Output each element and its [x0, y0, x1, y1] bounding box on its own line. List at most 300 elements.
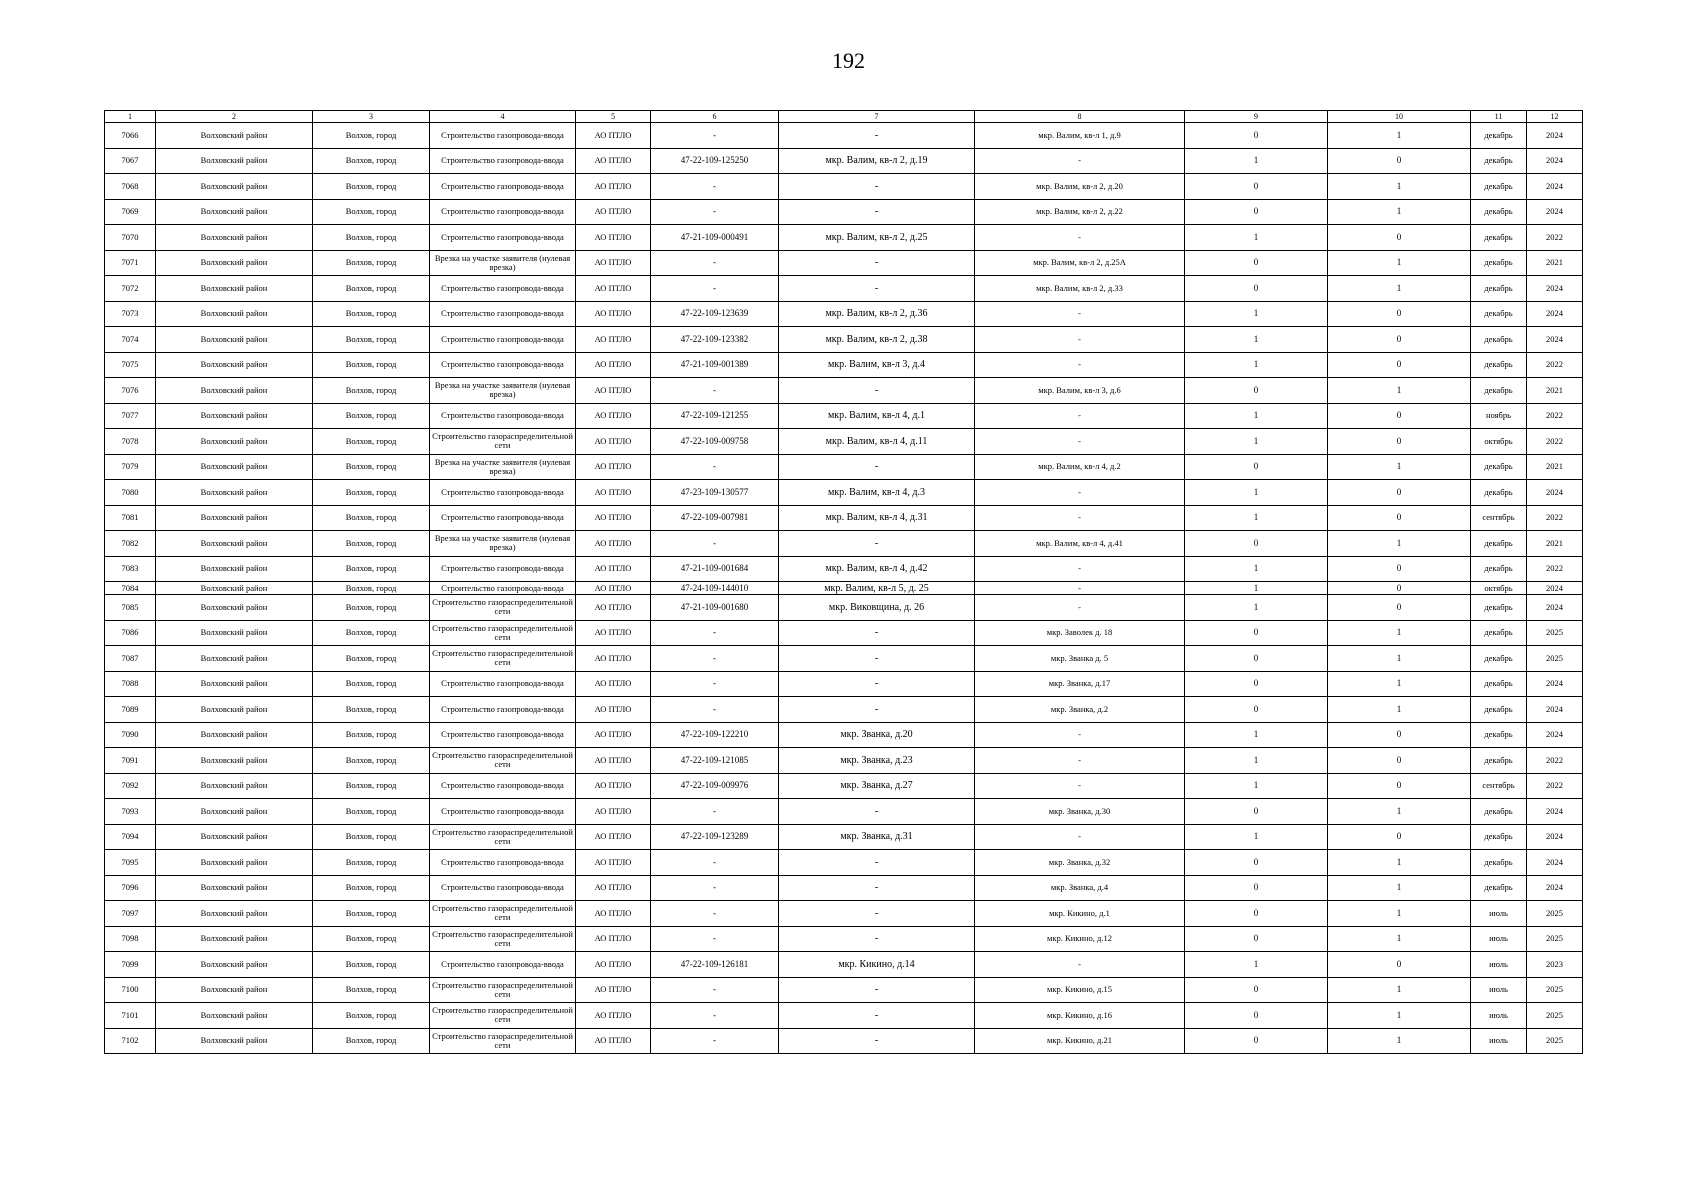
- cell-flag-a: 1: [1185, 352, 1328, 378]
- cell-application-id: -: [651, 276, 779, 302]
- cell-work-type: Строительство газопровода-ввода: [430, 225, 576, 251]
- cell-settlement: Волхов, город: [313, 926, 430, 952]
- cell-address-a: -: [779, 646, 975, 672]
- table-row: [105, 556, 1583, 582]
- cell-settlement: Волхов, город: [313, 748, 430, 774]
- cell-settlement: Волхов, город: [313, 977, 430, 1003]
- cell-work-type: Строительство газораспределительной сети: [430, 824, 576, 850]
- column-header-10: 10: [1328, 111, 1471, 123]
- cell-flag-b: 1: [1328, 875, 1471, 901]
- cell-flag-b: 1: [1328, 850, 1471, 876]
- table-row: [105, 276, 1583, 302]
- cell-settlement: Волхов, город: [313, 1028, 430, 1054]
- cell-organization: АО ПТЛО: [576, 1028, 651, 1054]
- cell-district: Волховский район: [156, 556, 313, 582]
- cell-row-number: 7075: [105, 352, 156, 378]
- cell-month: декабрь: [1471, 454, 1527, 480]
- cell-flag-b: 0: [1328, 148, 1471, 174]
- cell-flag-a: 0: [1185, 875, 1328, 901]
- cell-district: Волховский район: [156, 773, 313, 799]
- cell-month: октябрь: [1471, 429, 1527, 455]
- cell-application-id: -: [651, 199, 779, 225]
- cell-work-type: Строительство газопровода-ввода: [430, 697, 576, 723]
- column-header-12: 12: [1527, 111, 1583, 123]
- cell-application-id: -: [651, 697, 779, 723]
- cell-application-id: -: [651, 799, 779, 825]
- cell-flag-a: 0: [1185, 1003, 1328, 1029]
- cell-work-type: Строительство газопровода-ввода: [430, 327, 576, 353]
- cell-settlement: Волхов, город: [313, 327, 430, 353]
- cell-work-type: Строительство газопровода-ввода: [430, 301, 576, 327]
- cell-settlement: Волхов, город: [313, 850, 430, 876]
- cell-address-b: -: [975, 429, 1185, 455]
- cell-row-number: 7090: [105, 722, 156, 748]
- cell-district: Волховский район: [156, 799, 313, 825]
- cell-settlement: Волхов, город: [313, 148, 430, 174]
- cell-address-a: -: [779, 875, 975, 901]
- table-row: [105, 480, 1583, 506]
- cell-flag-a: 1: [1185, 556, 1328, 582]
- cell-flag-b: 0: [1328, 748, 1471, 774]
- cell-settlement: Волхов, город: [313, 1003, 430, 1029]
- cell-address-b: -: [975, 505, 1185, 531]
- cell-settlement: Волхов, город: [313, 722, 430, 748]
- cell-month: декабрь: [1471, 199, 1527, 225]
- cell-district: Волховский район: [156, 429, 313, 455]
- cell-flag-a: 1: [1185, 301, 1328, 327]
- table-row: [105, 250, 1583, 276]
- cell-address-b: мкр. Званка, д.4: [975, 875, 1185, 901]
- cell-year: 2021: [1527, 250, 1583, 276]
- cell-flag-b: 0: [1328, 824, 1471, 850]
- cell-year: 2025: [1527, 977, 1583, 1003]
- cell-address-b: -: [975, 595, 1185, 621]
- cell-month: декабрь: [1471, 327, 1527, 353]
- cell-organization: АО ПТЛО: [576, 977, 651, 1003]
- cell-year: 2021: [1527, 531, 1583, 557]
- cell-address-a: -: [779, 671, 975, 697]
- cell-settlement: Волхов, город: [313, 901, 430, 927]
- cell-flag-b: 0: [1328, 952, 1471, 978]
- cell-flag-a: 0: [1185, 977, 1328, 1003]
- cell-row-number: 7086: [105, 620, 156, 646]
- cell-district: Волховский район: [156, 697, 313, 723]
- cell-month: июль: [1471, 952, 1527, 978]
- cell-settlement: Волхов, город: [313, 199, 430, 225]
- cell-organization: АО ПТЛО: [576, 556, 651, 582]
- cell-row-number: 7077: [105, 403, 156, 429]
- cell-flag-b: 1: [1328, 174, 1471, 200]
- cell-row-number: 7097: [105, 901, 156, 927]
- cell-application-id: -: [651, 531, 779, 557]
- cell-address-b: мкр. Валим, кв-л 3, д.6: [975, 378, 1185, 404]
- cell-year: 2022: [1527, 429, 1583, 455]
- cell-district: Волховский район: [156, 250, 313, 276]
- cell-application-id: 47-22-109-009976: [651, 773, 779, 799]
- cell-district: Волховский район: [156, 378, 313, 404]
- cell-settlement: Волхов, город: [313, 480, 430, 506]
- cell-flag-b: 0: [1328, 582, 1471, 595]
- cell-settlement: Волхов, город: [313, 352, 430, 378]
- table-row: [105, 174, 1583, 200]
- cell-organization: АО ПТЛО: [576, 824, 651, 850]
- table-row: [105, 505, 1583, 531]
- cell-organization: АО ПТЛО: [576, 722, 651, 748]
- cell-row-number: 7079: [105, 454, 156, 480]
- cell-year: 2023: [1527, 952, 1583, 978]
- cell-address-a: мкр. Валим, кв-л 4, д.31: [779, 505, 975, 531]
- cell-work-type: Строительство газопровода-ввода: [430, 505, 576, 531]
- cell-address-a: мкр. Кикино, д.14: [779, 952, 975, 978]
- cell-row-number: 7076: [105, 378, 156, 404]
- column-header-2: 2: [156, 111, 313, 123]
- cell-year: 2024: [1527, 276, 1583, 302]
- cell-settlement: Волхов, город: [313, 671, 430, 697]
- cell-year: 2025: [1527, 1028, 1583, 1054]
- cell-address-a: -: [779, 901, 975, 927]
- cell-flag-b: 1: [1328, 799, 1471, 825]
- column-header-8: 8: [975, 111, 1185, 123]
- cell-flag-a: 0: [1185, 671, 1328, 697]
- cell-address-b: мкр. Валим, кв-л 2, д.25А: [975, 250, 1185, 276]
- cell-district: Волховский район: [156, 824, 313, 850]
- cell-work-type: Строительство газопровода-ввода: [430, 352, 576, 378]
- cell-address-b: мкр. Кикино, д.1: [975, 901, 1185, 927]
- cell-work-type: Строительство газопровода-ввода: [430, 799, 576, 825]
- cell-address-b: -: [975, 352, 1185, 378]
- cell-district: Волховский район: [156, 199, 313, 225]
- cell-district: Волховский район: [156, 582, 313, 595]
- cell-application-id: 47-24-109-144010: [651, 582, 779, 595]
- table-row: [105, 875, 1583, 901]
- cell-row-number: 7072: [105, 276, 156, 302]
- cell-address-b: мкр. Заволек д. 18: [975, 620, 1185, 646]
- cell-district: Волховский район: [156, 174, 313, 200]
- cell-settlement: Волхов, город: [313, 952, 430, 978]
- cell-address-b: -: [975, 722, 1185, 748]
- table-row: [105, 697, 1583, 723]
- cell-organization: АО ПТЛО: [576, 595, 651, 621]
- cell-month: декабрь: [1471, 531, 1527, 557]
- cell-organization: АО ПТЛО: [576, 148, 651, 174]
- cell-application-id: 47-22-109-121255: [651, 403, 779, 429]
- cell-month: октябрь: [1471, 582, 1527, 595]
- cell-work-type: Строительство газораспределительной сети: [430, 595, 576, 621]
- cell-organization: АО ПТЛО: [576, 327, 651, 353]
- cell-address-a: -: [779, 123, 975, 149]
- cell-month: декабрь: [1471, 123, 1527, 149]
- table-row: [105, 773, 1583, 799]
- cell-address-b: мкр. Кикино, д.16: [975, 1003, 1185, 1029]
- cell-organization: АО ПТЛО: [576, 429, 651, 455]
- table-row: [105, 582, 1583, 595]
- cell-address-b: -: [975, 148, 1185, 174]
- cell-address-b: мкр. Званка, д.2: [975, 697, 1185, 723]
- cell-address-b: -: [975, 824, 1185, 850]
- cell-row-number: 7098: [105, 926, 156, 952]
- cell-row-number: 7099: [105, 952, 156, 978]
- cell-address-a: -: [779, 1003, 975, 1029]
- cell-district: Волховский район: [156, 148, 313, 174]
- table-row: [105, 378, 1583, 404]
- cell-application-id: 47-21-109-001389: [651, 352, 779, 378]
- cell-work-type: Строительство газораспределительной сети: [430, 926, 576, 952]
- cell-year: 2024: [1527, 123, 1583, 149]
- cell-month: декабрь: [1471, 148, 1527, 174]
- cell-flag-b: 1: [1328, 276, 1471, 302]
- cell-application-id: 47-21-109-001684: [651, 556, 779, 582]
- cell-row-number: 7083: [105, 556, 156, 582]
- cell-district: Волховский район: [156, 901, 313, 927]
- cell-row-number: 7087: [105, 646, 156, 672]
- cell-address-a: -: [779, 199, 975, 225]
- cell-flag-b: 1: [1328, 1003, 1471, 1029]
- cell-address-b: -: [975, 773, 1185, 799]
- cell-address-b: -: [975, 748, 1185, 774]
- cell-application-id: -: [651, 1028, 779, 1054]
- cell-work-type: Строительство газораспределительной сети: [430, 620, 576, 646]
- cell-flag-b: 0: [1328, 301, 1471, 327]
- cell-work-type: Строительство газопровода-ввода: [430, 773, 576, 799]
- cell-application-id: -: [651, 123, 779, 149]
- cell-flag-a: 0: [1185, 901, 1328, 927]
- cell-application-id: -: [651, 378, 779, 404]
- cell-year: 2024: [1527, 199, 1583, 225]
- cell-month: июль: [1471, 926, 1527, 952]
- cell-year: 2024: [1527, 301, 1583, 327]
- cell-settlement: Волхов, город: [313, 646, 430, 672]
- cell-organization: АО ПТЛО: [576, 1003, 651, 1029]
- cell-flag-b: 0: [1328, 327, 1471, 353]
- cell-work-type: Врезка на участке заявителя (нулевая врезка): [430, 454, 576, 480]
- cell-row-number: 7095: [105, 850, 156, 876]
- cell-row-number: 7094: [105, 824, 156, 850]
- table-row: [105, 225, 1583, 251]
- cell-flag-a: 0: [1185, 1028, 1328, 1054]
- cell-district: Волховский район: [156, 276, 313, 302]
- cell-year: 2024: [1527, 480, 1583, 506]
- cell-application-id: 47-23-109-130577: [651, 480, 779, 506]
- cell-month: декабрь: [1471, 595, 1527, 621]
- cell-month: декабрь: [1471, 276, 1527, 302]
- cell-row-number: 7092: [105, 773, 156, 799]
- cell-flag-a: 0: [1185, 926, 1328, 952]
- cell-settlement: Волхов, город: [313, 556, 430, 582]
- cell-address-b: мкр. Кикино, д.12: [975, 926, 1185, 952]
- cell-organization: АО ПТЛО: [576, 454, 651, 480]
- cell-settlement: Волхов, город: [313, 403, 430, 429]
- table-row: [105, 148, 1583, 174]
- cell-year: 2022: [1527, 748, 1583, 774]
- cell-flag-b: 1: [1328, 531, 1471, 557]
- cell-year: 2022: [1527, 403, 1583, 429]
- cell-work-type: Строительство газораспределительной сети: [430, 429, 576, 455]
- cell-work-type: Строительство газопровода-ввода: [430, 276, 576, 302]
- cell-address-b: мкр. Кикино, д.21: [975, 1028, 1185, 1054]
- cell-district: Волховский район: [156, 977, 313, 1003]
- cell-year: 2022: [1527, 556, 1583, 582]
- cell-year: 2024: [1527, 327, 1583, 353]
- cell-work-type: Строительство газораспределительной сети: [430, 748, 576, 774]
- cell-year: 2022: [1527, 505, 1583, 531]
- cell-application-id: -: [651, 926, 779, 952]
- table-row: [105, 199, 1583, 225]
- cell-application-id: -: [651, 646, 779, 672]
- cell-flag-b: 1: [1328, 454, 1471, 480]
- cell-flag-b: 1: [1328, 250, 1471, 276]
- cell-address-b: мкр. Званка, д.17: [975, 671, 1185, 697]
- cell-year: 2025: [1527, 620, 1583, 646]
- cell-year: 2024: [1527, 148, 1583, 174]
- table-row: [105, 824, 1583, 850]
- cell-work-type: Строительство газопровода-ввода: [430, 952, 576, 978]
- cell-application-id: -: [651, 174, 779, 200]
- cell-month: декабрь: [1471, 174, 1527, 200]
- cell-organization: АО ПТЛО: [576, 582, 651, 595]
- cell-month: декабрь: [1471, 225, 1527, 251]
- table-row: [105, 850, 1583, 876]
- cell-settlement: Волхов, город: [313, 773, 430, 799]
- cell-organization: АО ПТЛО: [576, 123, 651, 149]
- table-row: [105, 454, 1583, 480]
- cell-application-id: 47-22-109-122210: [651, 722, 779, 748]
- cell-address-b: -: [975, 225, 1185, 251]
- cell-settlement: Волхов, город: [313, 697, 430, 723]
- cell-settlement: Волхов, город: [313, 276, 430, 302]
- cell-settlement: Волхов, город: [313, 301, 430, 327]
- cell-application-id: 47-22-109-123639: [651, 301, 779, 327]
- cell-row-number: 7084: [105, 582, 156, 595]
- cell-application-id: -: [651, 250, 779, 276]
- cell-row-number: 7089: [105, 697, 156, 723]
- cell-settlement: Волхов, город: [313, 174, 430, 200]
- cell-month: декабрь: [1471, 875, 1527, 901]
- column-header-11: 11: [1471, 111, 1527, 123]
- cell-flag-b: 1: [1328, 620, 1471, 646]
- cell-month: декабрь: [1471, 352, 1527, 378]
- gas-connection-table: [104, 110, 1583, 1054]
- cell-month: июль: [1471, 901, 1527, 927]
- cell-address-b: -: [975, 952, 1185, 978]
- cell-address-b: мкр. Валим, кв-л 4, д.41: [975, 531, 1185, 557]
- cell-year: 2024: [1527, 850, 1583, 876]
- cell-row-number: 7080: [105, 480, 156, 506]
- cell-work-type: Строительство газопровода-ввода: [430, 148, 576, 174]
- cell-address-b: -: [975, 582, 1185, 595]
- cell-address-b: мкр. Валим, кв-л 4, д.2: [975, 454, 1185, 480]
- cell-month: декабрь: [1471, 646, 1527, 672]
- cell-address-b: -: [975, 480, 1185, 506]
- cell-address-a: -: [779, 378, 975, 404]
- column-header-6: 6: [651, 111, 779, 123]
- cell-district: Волховский район: [156, 225, 313, 251]
- cell-address-a: мкр. Валим, кв-л 2, д.36: [779, 301, 975, 327]
- cell-year: 2024: [1527, 875, 1583, 901]
- cell-month: декабрь: [1471, 671, 1527, 697]
- cell-address-b: -: [975, 301, 1185, 327]
- cell-flag-a: 0: [1185, 646, 1328, 672]
- cell-work-type: Врезка на участке заявителя (нулевая врезка): [430, 378, 576, 404]
- cell-application-id: 47-22-109-123289: [651, 824, 779, 850]
- cell-settlement: Волхов, город: [313, 531, 430, 557]
- cell-organization: АО ПТЛО: [576, 225, 651, 251]
- cell-work-type: Строительство газопровода-ввода: [430, 671, 576, 697]
- table-row: [105, 671, 1583, 697]
- cell-address-b: -: [975, 327, 1185, 353]
- cell-work-type: Строительство газопровода-ввода: [430, 850, 576, 876]
- cell-flag-a: 1: [1185, 505, 1328, 531]
- cell-work-type: Строительство газопровода-ввода: [430, 582, 576, 595]
- cell-organization: АО ПТЛО: [576, 773, 651, 799]
- cell-application-id: 47-22-109-123382: [651, 327, 779, 353]
- cell-flag-b: 1: [1328, 199, 1471, 225]
- cell-work-type: Врезка на участке заявителя (нулевая врезка): [430, 531, 576, 557]
- cell-year: 2025: [1527, 646, 1583, 672]
- cell-month: декабрь: [1471, 722, 1527, 748]
- cell-work-type: Строительство газопровода-ввода: [430, 123, 576, 149]
- table-row: [105, 977, 1583, 1003]
- cell-address-b: мкр. Валим, кв-л 2, д.20: [975, 174, 1185, 200]
- cell-flag-a: 1: [1185, 582, 1328, 595]
- cell-settlement: Волхов, город: [313, 123, 430, 149]
- cell-month: июль: [1471, 977, 1527, 1003]
- cell-organization: АО ПТЛО: [576, 748, 651, 774]
- cell-district: Волховский район: [156, 952, 313, 978]
- cell-address-a: мкр. Валим, кв-л 2, д.38: [779, 327, 975, 353]
- column-header-9: 9: [1185, 111, 1328, 123]
- cell-flag-a: 0: [1185, 250, 1328, 276]
- cell-address-a: мкр. Валим, кв-л 4, д.42: [779, 556, 975, 582]
- cell-address-a: мкр. Валим, кв-л 4, д.3: [779, 480, 975, 506]
- cell-month: декабрь: [1471, 620, 1527, 646]
- cell-district: Волховский район: [156, 646, 313, 672]
- cell-address-a: -: [779, 620, 975, 646]
- cell-application-id: -: [651, 875, 779, 901]
- cell-row-number: 7091: [105, 748, 156, 774]
- table-body: [105, 123, 1583, 1054]
- cell-district: Волховский район: [156, 327, 313, 353]
- cell-organization: АО ПТЛО: [576, 301, 651, 327]
- cell-address-a: мкр. Званка, д.23: [779, 748, 975, 774]
- cell-organization: АО ПТЛО: [576, 250, 651, 276]
- cell-flag-b: 1: [1328, 378, 1471, 404]
- cell-address-a: -: [779, 1028, 975, 1054]
- cell-application-id: 47-21-109-001680: [651, 595, 779, 621]
- cell-address-a: мкр. Званка, д.27: [779, 773, 975, 799]
- cell-flag-b: 0: [1328, 352, 1471, 378]
- cell-district: Волховский район: [156, 850, 313, 876]
- cell-address-a: мкр. Валим, кв-л 5, д. 25: [779, 582, 975, 595]
- cell-flag-b: 0: [1328, 429, 1471, 455]
- cell-address-a: -: [779, 926, 975, 952]
- cell-row-number: 7078: [105, 429, 156, 455]
- cell-address-a: -: [779, 276, 975, 302]
- cell-district: Волховский район: [156, 123, 313, 149]
- cell-address-a: мкр. Валим, кв-л 3, д.4: [779, 352, 975, 378]
- cell-row-number: 7102: [105, 1028, 156, 1054]
- cell-flag-a: 1: [1185, 225, 1328, 251]
- cell-flag-b: 0: [1328, 505, 1471, 531]
- cell-district: Волховский район: [156, 505, 313, 531]
- cell-year: 2021: [1527, 454, 1583, 480]
- cell-year: 2022: [1527, 773, 1583, 799]
- cell-application-id: 47-22-109-009758: [651, 429, 779, 455]
- table-row: [105, 748, 1583, 774]
- cell-flag-a: 0: [1185, 531, 1328, 557]
- cell-year: 2025: [1527, 1003, 1583, 1029]
- cell-month: сентябрь: [1471, 773, 1527, 799]
- cell-district: Волховский район: [156, 1003, 313, 1029]
